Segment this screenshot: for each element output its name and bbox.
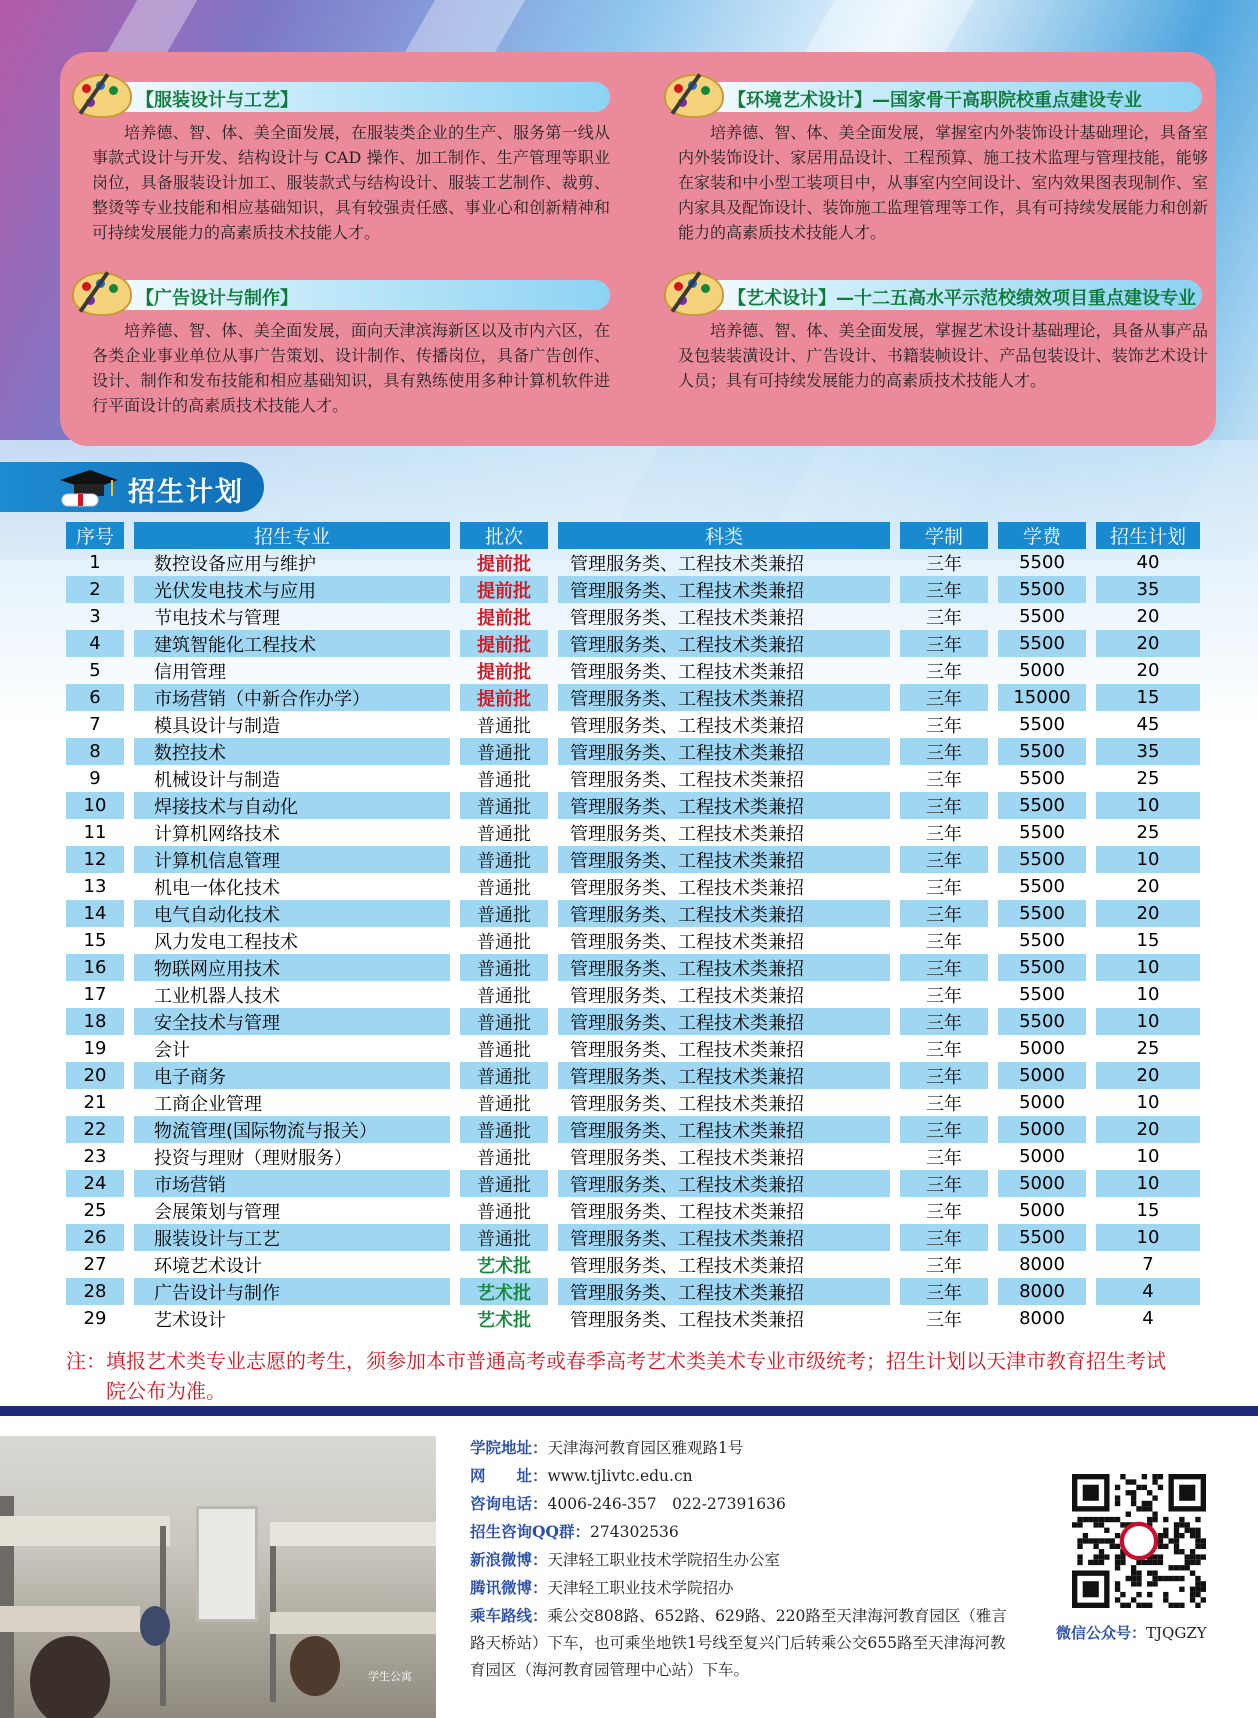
- cell-no: 28: [66, 1278, 124, 1305]
- section-body: 培养德、智、体、美全面发展，掌握艺术设计基础理论，具备从事产品及包装装潢设计、广告设计、书籍装帧设计、产品包装设计、装饰艺术设计人员；具有可持续发展能力的高素质技术技能人才。: [678, 321, 1208, 390]
- cell-quota: 20: [1136, 876, 1160, 897]
- table-row: [66, 873, 1200, 900]
- cell-duration: 三年: [900, 684, 988, 711]
- cell-category: 管理服务类、工程技术类兼招: [570, 931, 804, 953]
- cell-batch: 普通批: [460, 900, 548, 927]
- cell-duration: 三年: [926, 1201, 962, 1223]
- cell-category: 管理服务类、工程技术类兼招: [558, 792, 890, 819]
- cell-quota: 35: [1096, 576, 1200, 603]
- cell-batch: 普通批: [477, 877, 531, 899]
- cell-category: 管理服务类、工程技术类兼招: [570, 661, 804, 683]
- table-row: [66, 1197, 1200, 1224]
- palette-icon: [72, 74, 132, 118]
- cell-tuition: 8000: [998, 1278, 1086, 1305]
- cell-no: 21: [83, 1092, 107, 1113]
- cell-quota: 25: [1136, 768, 1160, 789]
- cell-batch: 普通批: [477, 823, 531, 845]
- cell-tuition: 5500: [998, 954, 1086, 981]
- cell-duration: 三年: [926, 1147, 962, 1169]
- cell-category: 管理服务类、工程技术类兼招: [570, 1093, 804, 1115]
- cell-no: 11: [83, 822, 107, 843]
- cell-quota: 45: [1136, 714, 1160, 735]
- cell-quota: 25: [1136, 1038, 1160, 1059]
- table-row: [66, 576, 1200, 603]
- enrollment-note: [66, 1346, 1206, 1406]
- cell-no: 8: [66, 738, 124, 765]
- cell-quota: 20: [1096, 630, 1200, 657]
- cell-tuition: 5500: [998, 1224, 1086, 1251]
- cell-tuition: 5500: [998, 738, 1086, 765]
- cell-major: 节电技术与管理: [154, 607, 280, 629]
- cell-quota: 10: [1136, 984, 1160, 1005]
- cell-quota: 10: [1096, 846, 1200, 873]
- cell-category: 管理服务类、工程技术类兼招: [558, 1116, 890, 1143]
- website-row: 网 址：www.tjlivtc.edu.cn: [470, 1466, 693, 1485]
- cell-major: 数控技术: [134, 738, 450, 765]
- cell-batch: 普通批: [477, 715, 531, 737]
- contact-info: [470, 1434, 1010, 1684]
- cell-duration: 三年: [900, 954, 988, 981]
- cell-category: 管理服务类、工程技术类兼招: [570, 1147, 804, 1169]
- cell-major: 广告设计与制作: [134, 1278, 450, 1305]
- cell-major: 信用管理: [154, 661, 226, 683]
- cell-no: 27: [83, 1254, 107, 1275]
- cell-duration: 三年: [900, 900, 988, 927]
- cell-major: 机械设计与制造: [154, 769, 280, 791]
- cell-duration: 三年: [926, 661, 962, 683]
- cell-category: 管理服务类、工程技术类兼招: [558, 1224, 890, 1251]
- cell-batch: 提前批: [460, 576, 548, 603]
- palette-icon: [72, 272, 132, 316]
- table-row: [66, 954, 1200, 981]
- major-intro-panel: [60, 52, 1216, 446]
- table-row: [66, 1251, 1200, 1278]
- cell-major: 数控设备应用与维护: [154, 553, 316, 575]
- cell-major: 电气自动化技术: [134, 900, 450, 927]
- cell-quota: 15: [1136, 1200, 1160, 1221]
- cell-category: 管理服务类、工程技术类兼招: [558, 684, 890, 711]
- cell-duration: 三年: [926, 607, 962, 629]
- cell-quota: 15: [1136, 930, 1160, 951]
- wechat-qr-code: [1072, 1474, 1206, 1608]
- cell-major: 电子商务: [134, 1062, 450, 1089]
- header-duration: 学制: [900, 522, 988, 549]
- cell-category: 管理服务类、工程技术类兼招: [570, 1309, 804, 1331]
- cell-category: 管理服务类、工程技术类兼招: [570, 1255, 804, 1277]
- cell-tuition: 5000: [1019, 1200, 1065, 1221]
- cell-quota: 40: [1136, 552, 1160, 573]
- cell-quota: 7: [1142, 1254, 1154, 1275]
- section-title: 【广告设计与制作】: [136, 288, 298, 309]
- cell-tuition: 5000: [1019, 1092, 1065, 1113]
- cell-tuition: 5000: [1019, 1038, 1065, 1059]
- dormitory-photo: [0, 1436, 436, 1718]
- cell-major: 风力发电工程技术: [154, 931, 298, 953]
- table-row: [66, 1170, 1200, 1197]
- cell-category: 管理服务类、工程技术类兼招: [570, 1039, 804, 1061]
- cell-batch: 艺术批: [460, 1278, 548, 1305]
- cell-duration: 三年: [900, 738, 988, 765]
- cell-major: 市场营销（中新合作办学）: [134, 684, 450, 711]
- cell-tuition: 5500: [1019, 822, 1065, 843]
- cell-tuition: 5500: [998, 1008, 1086, 1035]
- cell-duration: 三年: [900, 630, 988, 657]
- cell-major: 机电一体化技术: [154, 877, 280, 899]
- cell-major: 服装设计与工艺: [134, 1224, 450, 1251]
- cell-duration: 三年: [926, 1309, 962, 1331]
- cell-quota: 35: [1096, 738, 1200, 765]
- cell-tuition: 5000: [998, 1062, 1086, 1089]
- cell-major: 焊接技术与自动化: [134, 792, 450, 819]
- cell-quota: 20: [1136, 660, 1160, 681]
- cell-duration: 三年: [900, 1062, 988, 1089]
- cell-major: 光伏发电技术与应用: [134, 576, 450, 603]
- cell-major: 环境艺术设计: [154, 1255, 262, 1277]
- cell-duration: 三年: [926, 1255, 962, 1277]
- header-batch: 批次: [460, 522, 548, 549]
- cell-major: 工商企业管理: [154, 1093, 262, 1115]
- cell-major: 会计: [154, 1039, 190, 1061]
- table-row: [66, 711, 1200, 738]
- cell-duration: 三年: [900, 1224, 988, 1251]
- cell-no: 3: [89, 606, 101, 627]
- cell-no: 13: [83, 876, 107, 897]
- cell-no: 9: [89, 768, 101, 789]
- cell-batch: 艺术批: [477, 1255, 531, 1277]
- cell-batch: 普通批: [477, 1147, 531, 1169]
- cell-duration: 三年: [926, 769, 962, 791]
- cell-batch: 提前批: [477, 553, 531, 575]
- cell-quota: 10: [1096, 792, 1200, 819]
- cell-no: 25: [83, 1200, 107, 1221]
- cell-category: 管理服务类、工程技术类兼招: [570, 1201, 804, 1223]
- cell-no: 19: [83, 1038, 107, 1059]
- cell-batch: 普通批: [477, 1201, 531, 1223]
- table-header-row: [66, 522, 1200, 549]
- cell-batch: 普通批: [477, 769, 531, 791]
- cell-major: 投资与理财（理财服务）: [154, 1147, 352, 1169]
- table-row: [66, 846, 1200, 873]
- table-row: [66, 765, 1200, 792]
- cell-tuition: 5500: [998, 630, 1086, 657]
- cell-no: 29: [83, 1308, 107, 1329]
- cell-batch: 普通批: [460, 1116, 548, 1143]
- cell-major: 艺术设计: [154, 1309, 226, 1331]
- cell-major: 计算机信息管理: [134, 846, 450, 873]
- cell-duration: 三年: [926, 931, 962, 953]
- phone-row: 咨询电话：4006-246-357 022-27391636: [470, 1494, 786, 1513]
- section-title: 【环境艺术设计】—国家骨干高职院校重点建设专业: [728, 90, 1142, 111]
- cell-category: 管理服务类、工程技术类兼招: [570, 985, 804, 1007]
- cell-no: 4: [66, 630, 124, 657]
- table-row: [66, 1008, 1200, 1035]
- cell-major: 物联网应用技术: [134, 954, 450, 981]
- cell-category: 管理服务类、工程技术类兼招: [558, 630, 890, 657]
- table-row: [66, 1062, 1200, 1089]
- cell-tuition: 5500: [1019, 606, 1065, 627]
- cell-batch: 普通批: [460, 1224, 548, 1251]
- cell-batch: 普通批: [460, 846, 548, 873]
- cell-batch: 普通批: [460, 1170, 548, 1197]
- tencent-weibo-row: 腾讯微博：天津轻工职业技术学院招办: [470, 1578, 734, 1597]
- cell-no: 26: [66, 1224, 124, 1251]
- cell-quota: 10: [1136, 1146, 1160, 1167]
- table-row: [66, 738, 1200, 765]
- website-link[interactable]: www.tjlivtc.edu.cn: [547, 1467, 693, 1485]
- cell-tuition: 5500: [998, 792, 1086, 819]
- cell-batch: 提前批: [477, 661, 531, 683]
- cell-quota: 20: [1096, 1116, 1200, 1143]
- section-body: 培养德、智、体、美全面发展，掌握室内外装饰设计基础理论，具备室内外装饰设计、家居用品设计、工程预算、施工技术监理与管理技能，能够在家装和中小型工装项目中，从事室内空间设计、室内效果图表现制作、室内家具及配饰设计、装饰施工监理管理等工作，具有可持续发展能力和创新能力的高素质技术技能人才。: [678, 123, 1208, 242]
- cell-major: 安全技术与管理: [134, 1008, 450, 1035]
- cell-category: 管理服务类、工程技术类兼招: [570, 607, 804, 629]
- cell-tuition: 5000: [1019, 1146, 1065, 1167]
- cell-tuition: 5500: [1019, 984, 1065, 1005]
- cell-batch: 普通批: [477, 931, 531, 953]
- cell-category: 管理服务类、工程技术类兼招: [570, 823, 804, 845]
- table-row: [66, 603, 1200, 630]
- cell-tuition: 8000: [1019, 1254, 1065, 1275]
- section-title: 【服装设计与工艺】: [136, 90, 298, 111]
- table-row: [66, 981, 1200, 1008]
- cell-quota: 20: [1096, 900, 1200, 927]
- cell-category: 管理服务类、工程技术类兼招: [558, 900, 890, 927]
- sina-weibo-row: 新浪微博：天津轻工职业技术学院招生办公室: [470, 1550, 781, 1569]
- cell-no: 5: [89, 660, 101, 681]
- table-row: [66, 819, 1200, 846]
- cell-no: 20: [66, 1062, 124, 1089]
- cell-category: 管理服务类、工程技术类兼招: [570, 877, 804, 899]
- cell-batch: 普通批: [460, 1062, 548, 1089]
- table-row: [66, 1116, 1200, 1143]
- header-category: 科类: [558, 522, 890, 549]
- cell-batch: 提前批: [460, 630, 548, 657]
- cell-duration: 三年: [926, 715, 962, 737]
- cell-quota: 15: [1096, 684, 1200, 711]
- cell-no: 2: [66, 576, 124, 603]
- cell-batch: 普通批: [460, 792, 548, 819]
- enrollment-plan-banner: [0, 462, 264, 512]
- cell-tuition: 5000: [998, 1170, 1086, 1197]
- cell-no: 10: [66, 792, 124, 819]
- table-row: [66, 1035, 1200, 1062]
- table-row: [66, 1143, 1200, 1170]
- cell-quota: 10: [1096, 954, 1200, 981]
- cell-quota: 4: [1096, 1278, 1200, 1305]
- cell-duration: 三年: [900, 1278, 988, 1305]
- cell-duration: 三年: [926, 1093, 962, 1115]
- cell-no: 22: [66, 1116, 124, 1143]
- table-row: [66, 657, 1200, 684]
- cell-duration: 三年: [926, 985, 962, 1007]
- cell-duration: 三年: [900, 792, 988, 819]
- cell-major: 建筑智能化工程技术: [134, 630, 450, 657]
- section-body: 培养德、智、体、美全面发展，面向天津滨海新区以及市内六区，在各类企业事业单位从事广告策划、设计制作、传播岗位，具备广告创作、设计、制作和发布技能和相应基础知识，具有熟练使用多种计算机软件进行平面设计的高素质技术技能人才。: [92, 321, 610, 415]
- header-major: 招生专业: [134, 522, 450, 549]
- table-row: [66, 927, 1200, 954]
- cell-tuition: 5500: [1019, 930, 1065, 951]
- cell-no: 12: [66, 846, 124, 873]
- cell-tuition: 5500: [998, 900, 1086, 927]
- cell-duration: 三年: [926, 553, 962, 575]
- cell-quota: 10: [1136, 1092, 1160, 1113]
- cell-category: 管理服务类、工程技术类兼招: [558, 738, 890, 765]
- cell-no: 17: [83, 984, 107, 1005]
- cell-no: 23: [83, 1146, 107, 1167]
- cell-major: 计算机网络技术: [154, 823, 280, 845]
- cell-no: 6: [66, 684, 124, 711]
- cell-tuition: 15000: [998, 684, 1086, 711]
- cell-quota: 10: [1096, 1170, 1200, 1197]
- palette-icon: [664, 272, 724, 316]
- cell-category: 管理服务类、工程技术类兼招: [570, 553, 804, 575]
- cell-batch: 普通批: [477, 1039, 531, 1061]
- cell-no: 7: [89, 714, 101, 735]
- cell-major: 物流管理(国际物流与报关）: [134, 1116, 450, 1143]
- cell-major: 模具设计与制造: [154, 715, 280, 737]
- cell-duration: 三年: [926, 1039, 962, 1061]
- cell-no: 24: [66, 1170, 124, 1197]
- footer-divider: [0, 1406, 1258, 1416]
- table-row: [66, 1089, 1200, 1116]
- cell-batch: 普通批: [477, 1093, 531, 1115]
- cell-batch: 普通批: [460, 1008, 548, 1035]
- table-row: [66, 900, 1200, 927]
- palette-icon: [664, 74, 724, 118]
- cell-tuition: 5500: [998, 576, 1086, 603]
- table-row: [66, 792, 1200, 819]
- cell-no: 15: [83, 930, 107, 951]
- photo-caption: 学生公寓: [368, 1670, 412, 1683]
- section-body: 培养德、智、体、美全面发展，在服装类企业的生产、服务第一线从事款式设计与开发、结构设计与 CAD 操作、加工制作、生产管理等职业岗位，具备服装设计加工、服装款式与结构设计、服装工艺制作、裁剪、整烫等专业技能和相应基础知识，具有较强责任感、事业心和创新精神和可持续发展能力的高素质技术技能人才。: [92, 123, 610, 242]
- cell-tuition: 5500: [1019, 552, 1065, 573]
- cell-category: 管理服务类、工程技术类兼招: [558, 954, 890, 981]
- address-row: 学院地址：天津海河教育园区雅观路1号: [470, 1438, 744, 1457]
- table-row: [66, 549, 1200, 576]
- table-row: [66, 1278, 1200, 1305]
- cell-category: 管理服务类、工程技术类兼招: [558, 846, 890, 873]
- photo-door: [196, 1506, 258, 1622]
- cell-no: 1: [89, 552, 101, 573]
- cell-batch: 普通批: [477, 985, 531, 1007]
- section-title: 【艺术设计】—十二五高水平示范校绩效项目重点建设专业: [728, 288, 1196, 309]
- table-row: [66, 684, 1200, 711]
- cell-category: 管理服务类、工程技术类兼招: [558, 1062, 890, 1089]
- cell-category: 管理服务类、工程技术类兼招: [558, 1170, 890, 1197]
- cell-tuition: 5500: [998, 846, 1086, 873]
- cell-batch: 提前批: [477, 607, 531, 629]
- cell-duration: 三年: [900, 1116, 988, 1143]
- cell-no: 14: [66, 900, 124, 927]
- cell-category: 管理服务类、工程技术类兼招: [570, 769, 804, 791]
- table-row: [66, 1224, 1200, 1251]
- cell-category: 管理服务类、工程技术类兼招: [558, 1008, 890, 1035]
- note-line-1: 注：填报艺术类专业志愿的考生，须参加本市普通高考或春季高考艺术类美术专业市级统考；招生计划以天津市教育招生考试: [66, 1349, 1166, 1373]
- cell-quota: 25: [1136, 822, 1160, 843]
- cell-tuition: 5000: [998, 1116, 1086, 1143]
- table-row: [66, 1305, 1200, 1332]
- cell-duration: 三年: [900, 846, 988, 873]
- note-line-2: 院公布为准。: [106, 1379, 226, 1403]
- cell-quota: 4: [1142, 1308, 1154, 1329]
- cell-quota: 10: [1096, 1008, 1200, 1035]
- cell-duration: 三年: [900, 1170, 988, 1197]
- header-no: 序号: [66, 522, 124, 549]
- cell-quota: 20: [1096, 1062, 1200, 1089]
- cell-batch: 提前批: [460, 684, 548, 711]
- cell-category: 管理服务类、工程技术类兼招: [558, 1278, 890, 1305]
- header-tuition: 学费: [998, 522, 1086, 549]
- cell-quota: 20: [1136, 606, 1160, 627]
- qq-row: 招生咨询QQ群：274302536: [470, 1522, 679, 1541]
- cell-duration: 三年: [900, 1008, 988, 1035]
- cell-batch: 艺术批: [477, 1309, 531, 1331]
- header-quota: 招生计划: [1096, 522, 1200, 549]
- cell-category: 管理服务类、工程技术类兼招: [570, 715, 804, 737]
- cell-no: 18: [66, 1008, 124, 1035]
- graduation-cap-icon: [56, 466, 120, 510]
- cell-quota: 10: [1096, 1224, 1200, 1251]
- cell-major: 工业机器人技术: [154, 985, 280, 1007]
- cell-tuition: 5500: [1019, 876, 1065, 897]
- table-row: [66, 630, 1200, 657]
- cell-major: 市场营销: [134, 1170, 450, 1197]
- enrollment-plan-title: 招生计划: [128, 477, 244, 508]
- cell-duration: 三年: [926, 877, 962, 899]
- enrollment-plan-table: [66, 522, 1200, 1332]
- cell-duration: 三年: [900, 576, 988, 603]
- wechat-account: 微信公众号：TJQGZY: [1056, 1624, 1207, 1642]
- cell-tuition: 5000: [1019, 660, 1065, 681]
- cell-duration: 三年: [926, 823, 962, 845]
- cell-category: 管理服务类、工程技术类兼招: [558, 576, 890, 603]
- bus-route-row: 乘车路线：乘公交808路、652路、629路、220路至天津海河教育园区（雅言路天桥站）下车，也可乘坐地铁1号线至复兴门后转乘公交655路至天津海河教育园区（海河教育园管理中心站）下车。: [470, 1606, 1007, 1679]
- cell-major: 会展策划与管理: [154, 1201, 280, 1223]
- cell-batch: 普通批: [460, 954, 548, 981]
- cell-no: 16: [66, 954, 124, 981]
- cell-tuition: 5500: [1019, 714, 1065, 735]
- cell-tuition: 5500: [1019, 768, 1065, 789]
- cell-batch: 普通批: [460, 738, 548, 765]
- cell-tuition: 8000: [1019, 1308, 1065, 1329]
